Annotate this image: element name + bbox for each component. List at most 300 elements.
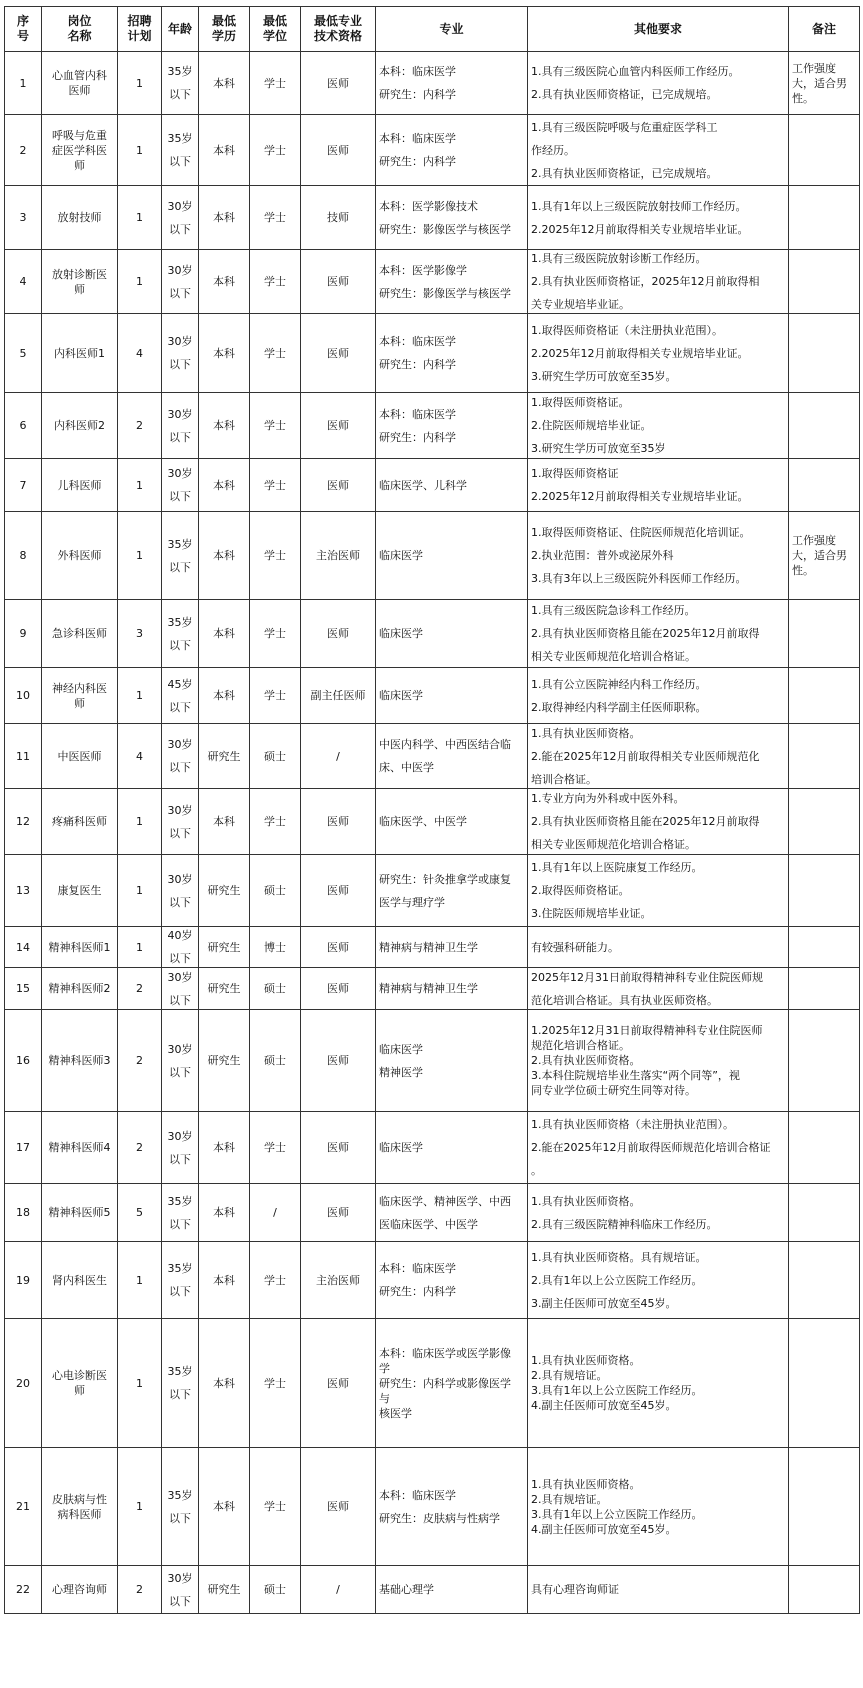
cell-note: [789, 186, 860, 250]
cell-note: [789, 1319, 860, 1448]
cell-edu: 本科: [199, 52, 250, 115]
cell-req-line: 具有心理咨询师证: [531, 1583, 619, 1596]
cell-major-line: 研究生：影像医学与核医学: [379, 286, 511, 300]
cell-req: [528, 314, 789, 393]
cell-req-line: 同专业学位硕士研究生同等对待。: [531, 1084, 696, 1097]
cell-post-line: 精神科医师3: [48, 1054, 111, 1067]
cell-major-line: 本科：临床医学: [379, 1262, 456, 1275]
cell-age-line: 30岁: [167, 872, 193, 886]
cell-no: 21: [5, 1448, 42, 1566]
cell-no: 20: [5, 1319, 42, 1448]
cell-req-line: 2025年12月31日前取得精神科专业住院医师规: [531, 970, 763, 984]
cell-req-line: 2.具有执业医师资格证，已完成规培。: [531, 88, 718, 101]
cell-note: [789, 927, 860, 968]
table-row: [5, 115, 860, 186]
cell-age: [162, 855, 199, 927]
cell-post: [42, 724, 118, 789]
cell-note: [789, 789, 860, 855]
cell-age: [162, 1112, 199, 1184]
cell-major: [376, 250, 528, 314]
cell-req: [528, 512, 789, 600]
cell-plan: 5: [118, 1184, 162, 1242]
cell-note: [789, 52, 860, 115]
cell-age-line: 30岁: [167, 407, 193, 421]
cell-major-line: 临床医学、中医学: [379, 815, 467, 828]
cell-post-line: 心电诊断医: [52, 1369, 107, 1382]
cell-req-line: 1.取得医师资格证。: [531, 396, 630, 409]
cell-req-line: 2.具有执业医师资格且能在2025年12月前取得: [531, 627, 760, 640]
cell-no: 8: [5, 512, 42, 600]
cell-req: [528, 250, 789, 314]
table-row: [5, 855, 860, 927]
cell-note-line: 大，适合男: [792, 76, 847, 90]
cell-major-line: 医学与理疗学: [379, 895, 445, 909]
cell-age-line: 以下: [169, 1511, 191, 1525]
cell-age-line: 35岁: [167, 537, 193, 551]
cell-edu: 本科: [199, 1242, 250, 1319]
table-body: [5, 52, 860, 1614]
cell-req-line: 1.具有三级医院放射诊断工作经历。: [531, 252, 707, 265]
cell-edu: 本科: [199, 1184, 250, 1242]
cell-edu: 本科: [199, 668, 250, 724]
cell-post-line: 外科医师: [57, 549, 102, 562]
cell-edu: 本科: [199, 600, 250, 668]
cell-req-line: 3.研究生学历可放宽至35岁。: [531, 369, 677, 383]
cell-post: [42, 1319, 118, 1448]
cell-edu: 研究生: [199, 1566, 250, 1614]
cell-age-line: 以下: [169, 286, 191, 300]
cell-post: [42, 668, 118, 724]
cell-req-line: 1.具有三级医院呼吸与危重症医学科工: [531, 120, 718, 134]
header-note: 备注: [789, 7, 860, 52]
cell-degree: 学士: [250, 1242, 301, 1319]
cell-plan: 1: [118, 927, 162, 968]
cell-req: [528, 968, 789, 1010]
cell-degree: 硕士: [250, 1010, 301, 1112]
cell-note: [789, 1010, 860, 1112]
cell-age-line: 以下: [169, 155, 191, 168]
cell-edu: 研究生: [199, 724, 250, 789]
cell-plan: 4: [118, 314, 162, 393]
cell-req-line: 1.具有三级医院心血管内科医师工作经历。: [531, 65, 740, 78]
cell-req-line: 1.具有执业医师资格。具有规培证。: [531, 1250, 707, 1264]
cell-post-line: 呼吸与危重: [52, 128, 107, 142]
cell-qual: 主治医师: [301, 512, 376, 600]
cell-req: [528, 186, 789, 250]
table-row: [5, 724, 860, 789]
cell-qual: 医师: [301, 968, 376, 1010]
cell-note-line: 工作强度: [792, 61, 836, 75]
cell-no: 11: [5, 724, 42, 789]
table-row: [5, 459, 860, 512]
cell-major-line: 学: [379, 1361, 390, 1375]
cell-qual: 医师: [301, 250, 376, 314]
header-req: 其他要求: [528, 7, 789, 52]
cell-req-line: 1.具有公立医院神经内科工作经历。: [531, 677, 707, 691]
cell-qual: 医师: [301, 314, 376, 393]
cell-age: [162, 1184, 199, 1242]
cell-post: [42, 927, 118, 968]
cell-req-line: 1.具有执业医师资格。: [531, 1354, 641, 1367]
cell-qual: 医师: [301, 1184, 376, 1242]
cell-major: [376, 1448, 528, 1566]
cell-degree: 学士: [250, 600, 301, 668]
cell-req-line: 3.本科住院规培毕业生落实“两个同等”，视: [531, 1069, 740, 1082]
cell-qual: 医师: [301, 393, 376, 459]
cell-major-line: 核医学: [379, 1406, 412, 1420]
cell-req-line: 4.副主任医师可放宽至45岁。: [531, 1399, 677, 1412]
cell-degree: 学士: [250, 1448, 301, 1566]
cell-degree: 学士: [250, 1319, 301, 1448]
cell-edu: 本科: [199, 1112, 250, 1184]
cell-post: [42, 1242, 118, 1319]
cell-major: [376, 1112, 528, 1184]
table-row: [5, 512, 860, 600]
cell-age: [162, 600, 199, 668]
cell-major-line: 研究生：内科学: [379, 88, 456, 101]
cell-req-line: 2.具有执业医师资格证，已完成规培。: [531, 166, 718, 180]
cell-req: [528, 1010, 789, 1112]
cell-age-line: 35岁: [167, 65, 193, 78]
cell-no: 5: [5, 314, 42, 393]
cell-note: [789, 459, 860, 512]
cell-req-line: 2.执业范围：普外或泌尿外科: [531, 549, 674, 562]
cell-age-line: 以下: [169, 1217, 191, 1231]
cell-age-line: 以下: [169, 700, 191, 714]
cell-age-line: 30岁: [167, 263, 193, 277]
cell-age-line: 以下: [169, 490, 191, 503]
cell-major: [376, 927, 528, 968]
cell-degree: 学士: [250, 459, 301, 512]
cell-post: [42, 600, 118, 668]
recruitment-table: [4, 6, 860, 1614]
cell-req-line: 2.2025年12月前取得相关专业规培毕业证。: [531, 346, 749, 360]
cell-plan: 4: [118, 724, 162, 789]
cell-plan: 1: [118, 1448, 162, 1566]
cell-age-line: 35岁: [167, 1194, 193, 1208]
cell-age-line: 30岁: [167, 335, 193, 348]
cell-major: [376, 52, 528, 115]
cell-req: [528, 393, 789, 459]
cell-plan: 1: [118, 115, 162, 186]
cell-major: [376, 512, 528, 600]
cell-req: [528, 1566, 789, 1614]
cell-plan: 1: [118, 668, 162, 724]
cell-req-line: 3.具有3年以上三级医院外科医师工作经历。: [531, 572, 747, 585]
cell-post-line: 心理咨询师: [52, 1583, 107, 1596]
cell-edu: 本科: [199, 789, 250, 855]
cell-note-line: 大，适合男: [792, 549, 847, 562]
cell-req: [528, 600, 789, 668]
cell-age-line: 以下: [169, 222, 191, 236]
cell-post: [42, 1448, 118, 1566]
cell-major-line: 研究生：内科学: [379, 1285, 456, 1298]
cell-plan: 1: [118, 789, 162, 855]
cell-age: [162, 512, 199, 600]
cell-age-line: 以下: [169, 952, 191, 965]
cell-post: [42, 1010, 118, 1112]
cell-no: 17: [5, 1112, 42, 1184]
cell-age: [162, 186, 199, 250]
cell-post-line: 疼痛科医师: [52, 815, 107, 828]
cell-req-line: 1.取得医师资格证: [531, 467, 619, 480]
cell-qual: /: [301, 724, 376, 789]
cell-age-line: 30岁: [167, 738, 193, 751]
cell-note: [789, 1448, 860, 1566]
cell-req-line: 关专业规培毕业证。: [531, 298, 630, 311]
table-row: [5, 393, 860, 459]
table-row: [5, 1319, 860, 1448]
cell-age-line: 35岁: [167, 1488, 193, 1502]
cell-major-line: 临床医学、儿科学: [379, 478, 467, 492]
cell-age-line: 30岁: [167, 1129, 193, 1143]
cell-req: [528, 52, 789, 115]
cell-req: [528, 1319, 789, 1448]
cell-age-line: 以下: [169, 826, 191, 840]
cell-major: [376, 668, 528, 724]
cell-post: [42, 1112, 118, 1184]
table-row: [5, 789, 860, 855]
cell-qual: 医师: [301, 1010, 376, 1112]
table-row: [5, 1010, 860, 1112]
cell-major-line: 与: [379, 1391, 390, 1405]
cell-edu: 本科: [199, 393, 250, 459]
cell-req: [528, 1242, 789, 1319]
cell-major: [376, 186, 528, 250]
cell-req-line: 2.2025年12月前取得相关专业规培毕业证。: [531, 490, 749, 503]
cell-major-line: 研究生：影像医学与核医学: [379, 222, 511, 236]
cell-plan: 1: [118, 855, 162, 927]
table-row: [5, 1242, 860, 1319]
cell-req-line: 2.具有执业医师资格且能在2025年12月前取得: [531, 815, 760, 828]
cell-degree: 学士: [250, 314, 301, 393]
cell-degree: 博士: [250, 927, 301, 968]
cell-post-line: 内科医师1: [54, 346, 105, 360]
cell-age-line: 30岁: [167, 970, 193, 984]
cell-major-line: 本科：医学影像技术: [379, 199, 478, 213]
cell-req-line: 1.具有三级医院急诊科工作经历。: [531, 604, 696, 617]
cell-edu: 本科: [199, 250, 250, 314]
cell-plan: 2: [118, 1566, 162, 1614]
cell-post-line: 精神科医师4: [48, 1141, 111, 1154]
cell-no: 22: [5, 1566, 42, 1614]
cell-degree: 硕士: [250, 1566, 301, 1614]
cell-edu: 本科: [199, 1448, 250, 1566]
cell-note: [789, 115, 860, 186]
cell-major-line: 精神病与精神卫生学: [379, 982, 478, 995]
cell-no: 18: [5, 1184, 42, 1242]
cell-no: 19: [5, 1242, 42, 1319]
cell-note: [789, 968, 860, 1010]
cell-req: [528, 459, 789, 512]
cell-major-line: 本科：医学影像学: [379, 263, 467, 277]
cell-degree: 学士: [250, 186, 301, 250]
cell-major-line: 本科：临床医学: [379, 65, 456, 78]
cell-plan: 1: [118, 459, 162, 512]
cell-age: [162, 1566, 199, 1614]
cell-age-line: 35岁: [167, 1262, 193, 1275]
cell-major-line: 临床医学: [379, 689, 423, 702]
cell-no: 9: [5, 600, 42, 668]
table-row: [5, 250, 860, 314]
header-post: 岗位 名称: [42, 7, 118, 52]
cell-req-line: 4.副主任医师可放宽至45岁。: [531, 1522, 677, 1536]
cell-qual: 医师: [301, 789, 376, 855]
cell-major-line: 研究生：内科学: [379, 358, 456, 371]
cell-post-line: 师: [74, 696, 85, 710]
cell-edu: 本科: [199, 186, 250, 250]
cell-age: [162, 789, 199, 855]
table-row: [5, 1566, 860, 1614]
cell-req: [528, 927, 789, 968]
cell-degree: 学士: [250, 668, 301, 724]
cell-no: 12: [5, 789, 42, 855]
header-plan: 招聘 计划: [118, 7, 162, 52]
cell-post-line: 精神科医师5: [48, 1206, 111, 1219]
cell-plan: 1: [118, 1319, 162, 1448]
cell-no: 1: [5, 52, 42, 115]
cell-post: [42, 1566, 118, 1614]
table-row: [5, 968, 860, 1010]
cell-plan: 1: [118, 250, 162, 314]
cell-post: [42, 512, 118, 600]
cell-degree: 硕士: [250, 855, 301, 927]
cell-req-line: 1.专业方向为外科或中医外科。: [531, 792, 685, 805]
cell-age: [162, 668, 199, 724]
cell-major-line: 研究生：针灸推拿学或康复: [379, 872, 511, 886]
cell-qual: 技师: [301, 186, 376, 250]
cell-qual: 医师: [301, 52, 376, 115]
header-no: 序 号: [5, 7, 42, 52]
cell-req: [528, 668, 789, 724]
cell-post: [42, 968, 118, 1010]
cell-age: [162, 1448, 199, 1566]
cell-no: 14: [5, 927, 42, 968]
cell-plan: 1: [118, 512, 162, 600]
cell-plan: 2: [118, 1112, 162, 1184]
cell-edu: 本科: [199, 115, 250, 186]
cell-post-line: 师: [74, 282, 85, 296]
cell-note-line: 性。: [792, 564, 814, 577]
cell-degree: 学士: [250, 52, 301, 115]
cell-post: [42, 52, 118, 115]
cell-major: [376, 1184, 528, 1242]
cell-age-line: 35岁: [167, 1365, 193, 1378]
cell-note: [789, 724, 860, 789]
cell-major: [376, 724, 528, 789]
cell-age-line: 以下: [169, 1065, 191, 1079]
cell-post-line: 医师: [68, 84, 91, 97]
cell-major-line: 中医内科学、中西医结合临: [379, 738, 511, 751]
cell-edu: 本科: [199, 459, 250, 512]
cell-major-line: 精神医学: [379, 1065, 423, 1079]
cell-degree: 学士: [250, 115, 301, 186]
cell-post: [42, 459, 118, 512]
cell-post: [42, 250, 118, 314]
cell-req-line: 2.具有规培证。: [531, 1369, 608, 1382]
cell-major-line: 临床医学: [379, 627, 423, 640]
cell-qual: 医师: [301, 115, 376, 186]
cell-post: [42, 314, 118, 393]
cell-major-line: 本科：临床医学: [379, 132, 456, 145]
cell-major-line: 研究生：内科学: [379, 430, 456, 444]
cell-req-line: 2.具有1年以上公立医院工作经历。: [531, 1273, 703, 1287]
cell-no: 3: [5, 186, 42, 250]
table-row: [5, 1112, 860, 1184]
cell-req-line: 1.具有执业医师资格。: [531, 1477, 641, 1491]
cell-age-line: 以下: [169, 895, 191, 909]
cell-no: 13: [5, 855, 42, 927]
cell-qual: /: [301, 1566, 376, 1614]
table-row: [5, 314, 860, 393]
cell-qual: 医师: [301, 927, 376, 968]
cell-req: [528, 1184, 789, 1242]
cell-edu: 本科: [199, 314, 250, 393]
cell-qual: 医师: [301, 459, 376, 512]
cell-req-line: 培训合格证。: [531, 772, 597, 786]
cell-major-line: 研究生：皮肤病与性病学: [379, 1511, 500, 1525]
cell-age: [162, 927, 199, 968]
cell-req-line: 1.具有1年以上医院康复工作经历。: [531, 861, 703, 874]
cell-age: [162, 968, 199, 1010]
cell-no: 16: [5, 1010, 42, 1112]
cell-req-line: 3.研究生学历可放宽至35岁: [531, 442, 666, 455]
cell-req-line: 2.能在2025年12月前取得医师规范化培训合格证: [531, 1141, 771, 1154]
cell-req-line: 2.2025年12月前取得相关专业规培毕业证。: [531, 222, 749, 236]
cell-plan: 2: [118, 1010, 162, 1112]
cell-plan: 1: [118, 52, 162, 115]
cell-req-line: 2.取得神经内科学副主任医师职称。: [531, 700, 707, 714]
header-major: 专业: [376, 7, 528, 52]
cell-edu: 本科: [199, 512, 250, 600]
cell-qual: 医师: [301, 855, 376, 927]
cell-degree: 硕士: [250, 968, 301, 1010]
table-row: [5, 52, 860, 115]
cell-plan: 1: [118, 186, 162, 250]
cell-major-line: 基础心理学: [379, 1583, 434, 1596]
cell-req-line: 3.具有1年以上公立医院工作经历。: [531, 1384, 703, 1397]
cell-post-line: 症医学科医: [52, 143, 107, 157]
table-row: [5, 186, 860, 250]
cell-post-line: 急诊科医师: [52, 627, 107, 640]
cell-note: [789, 1112, 860, 1184]
cell-age: [162, 393, 199, 459]
cell-age-line: 以下: [169, 1594, 191, 1608]
cell-qual: 医师: [301, 1112, 376, 1184]
cell-major-line: 床、中医学: [379, 761, 434, 774]
cell-age: [162, 1242, 199, 1319]
cell-major-line: 临床医学: [379, 549, 423, 562]
cell-age-line: 30岁: [167, 1042, 193, 1056]
cell-major: [376, 600, 528, 668]
cell-age-line: 30岁: [167, 803, 193, 817]
cell-edu: 研究生: [199, 855, 250, 927]
cell-note: [789, 1242, 860, 1319]
cell-note: [789, 393, 860, 459]
cell-degree: 学士: [250, 393, 301, 459]
cell-age-line: 45岁: [167, 677, 193, 691]
cell-req-line: 相关专业医师规范化培训合格证。: [531, 838, 696, 851]
cell-note: [789, 855, 860, 927]
cell-age-line: 30岁: [167, 199, 193, 213]
cell-req-line: 作经历。: [531, 143, 575, 157]
cell-post: [42, 186, 118, 250]
cell-degree: 学士: [250, 512, 301, 600]
cell-age-line: 以下: [169, 358, 191, 371]
cell-major: [376, 1566, 528, 1614]
cell-major-line: 研究生：内科学或影像医学: [379, 1376, 511, 1390]
cell-req: [528, 1112, 789, 1184]
